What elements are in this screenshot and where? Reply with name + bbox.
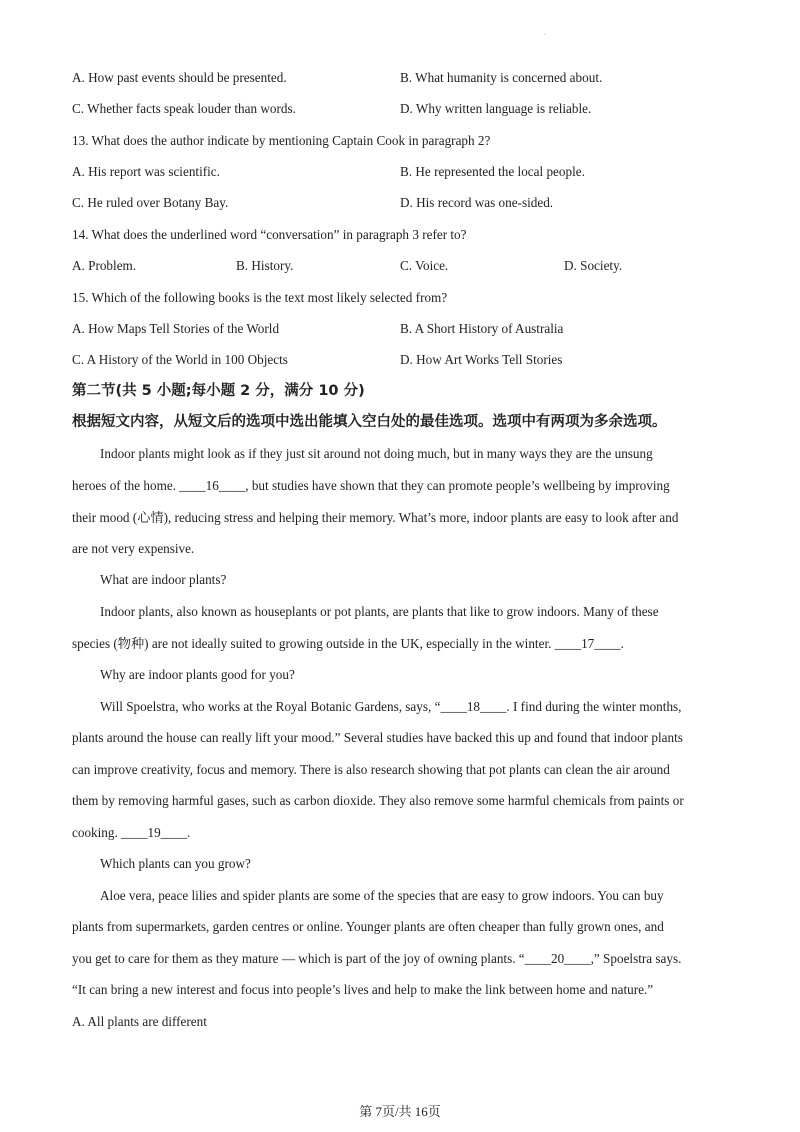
blank-17: ____17____	[554, 636, 621, 651]
q14-option-a: A. Problem.	[72, 258, 137, 273]
passage-p2-line2: species (物种) are not ideally suited to growing outside in the UK, especially in the winter. ____17____.	[72, 636, 624, 651]
q14-option-b: B. History.	[236, 258, 294, 273]
q13-option-a: A. His report was scientific.	[72, 164, 220, 179]
q12-option-b: B. What humanity is concerned about.	[400, 70, 603, 85]
q13-option-d: D. His record was one-sided.	[400, 195, 554, 210]
q15-option-d: D. How Art Works Tell Stories	[400, 352, 563, 367]
q15-option-b: B. A Short History of Australia	[400, 321, 564, 336]
scan-dot: ·	[543, 30, 546, 39]
passage-p4-line2: plants from supermarkets, garden centres or online. Younger plants are often cheaper than fully grown ones, and	[72, 919, 664, 934]
passage-p4-line4: “It can bring a new interest and focus into people’s lives and help to make the link between home and nature.”	[72, 982, 654, 997]
passage-p3-line4: them by removing harmful gases, such as carbon dioxide. They also remove some harmful chemicals from paints or	[72, 793, 684, 808]
q15-option-c: C. A History of the World in 100 Objects	[72, 352, 288, 367]
q13-option-b: B. He represented the local people.	[400, 164, 585, 179]
heading-why-good: Why are indoor plants good for you?	[100, 667, 295, 682]
q14-option-c: C. Voice.	[400, 258, 449, 273]
passage-p3-line2: plants around the house can really lift your mood.” Several studies have backed this up and found that indoor plants	[72, 730, 683, 745]
passage-p1-line3: their mood (心情), reducing stress and helping their memory. What’s more, indoor plants are easy to look after and	[72, 510, 679, 525]
q13-stem: 13. What does the author indicate by mentioning Captain Cook in paragraph 2?	[72, 133, 491, 148]
q12-option-a: A. How past events should be presented.	[72, 70, 287, 85]
passage-p4-line1: Aloe vera, peace lilies and spider plants are some of the species that are easy to grow indoors. You can buy	[100, 888, 664, 903]
q15-stem: 15. Which of the following books is the text most likely selected from?	[72, 290, 448, 305]
passage-p3-line3: can improve creativity, focus and memory. There is also research showing that pot plants can clean the air around	[72, 762, 670, 777]
passage-p2-line1: Indoor plants, also known as houseplants or pot plants, are plants that like to grow indoors. Many of these	[100, 604, 659, 619]
q12-option-d: D. Why written language is reliable.	[400, 101, 592, 116]
section2-title: 第二节(共 5 小题;每小题 2 分，满分 10 分)	[72, 383, 365, 399]
blank-18: ____18____	[440, 699, 507, 714]
heading-which-plants: Which plants can you grow?	[100, 856, 251, 871]
heading-what-are-indoor-plants: What are indoor plants?	[100, 572, 227, 587]
option-16-20-a: A. All plants are different	[72, 1014, 207, 1029]
section2-instruction: 根据短文内容，从短文后的选项中选出能填入空白处的最佳选项。选项中有两项为多余选项。	[72, 414, 667, 430]
blank-16: ____16____	[179, 478, 246, 493]
q15-option-a: A. How Maps Tell Stories of the World	[72, 321, 280, 336]
passage-p1-line4: are not very expensive.	[72, 541, 195, 556]
blank-20: ____20____	[524, 951, 591, 966]
q14-stem: 14. What does the underlined word “conversation” in paragraph 3 refer to?	[72, 227, 467, 242]
q13-option-c: C. He ruled over Botany Bay.	[72, 195, 229, 210]
page-number: 第 7页/共 16页	[359, 1104, 441, 1119]
passage-p4-line3: you get to care for them as they mature — which is part of the joy of owning plants. “____20____,” Spoelstra says.	[72, 951, 682, 966]
passage-p3-line5: cooking. ____19____.	[72, 825, 191, 840]
passage-p1-line2: heroes of the home. ____16____, but studies have shown that they can promote people’s wellbeing by improving	[72, 478, 670, 493]
blank-19: ____19____	[121, 825, 188, 840]
passage-p1-line1: Indoor plants might look as if they just sit around not doing much, but in many ways they are the unsung	[100, 446, 653, 461]
q12-option-c: C. Whether facts speak louder than words.	[72, 101, 296, 116]
q14-option-d: D. Society.	[564, 258, 623, 273]
passage-p3-line1: Will Spoelstra, who works at the Royal Botanic Gardens, says, “____18____. I find during the winter months,	[100, 699, 682, 714]
